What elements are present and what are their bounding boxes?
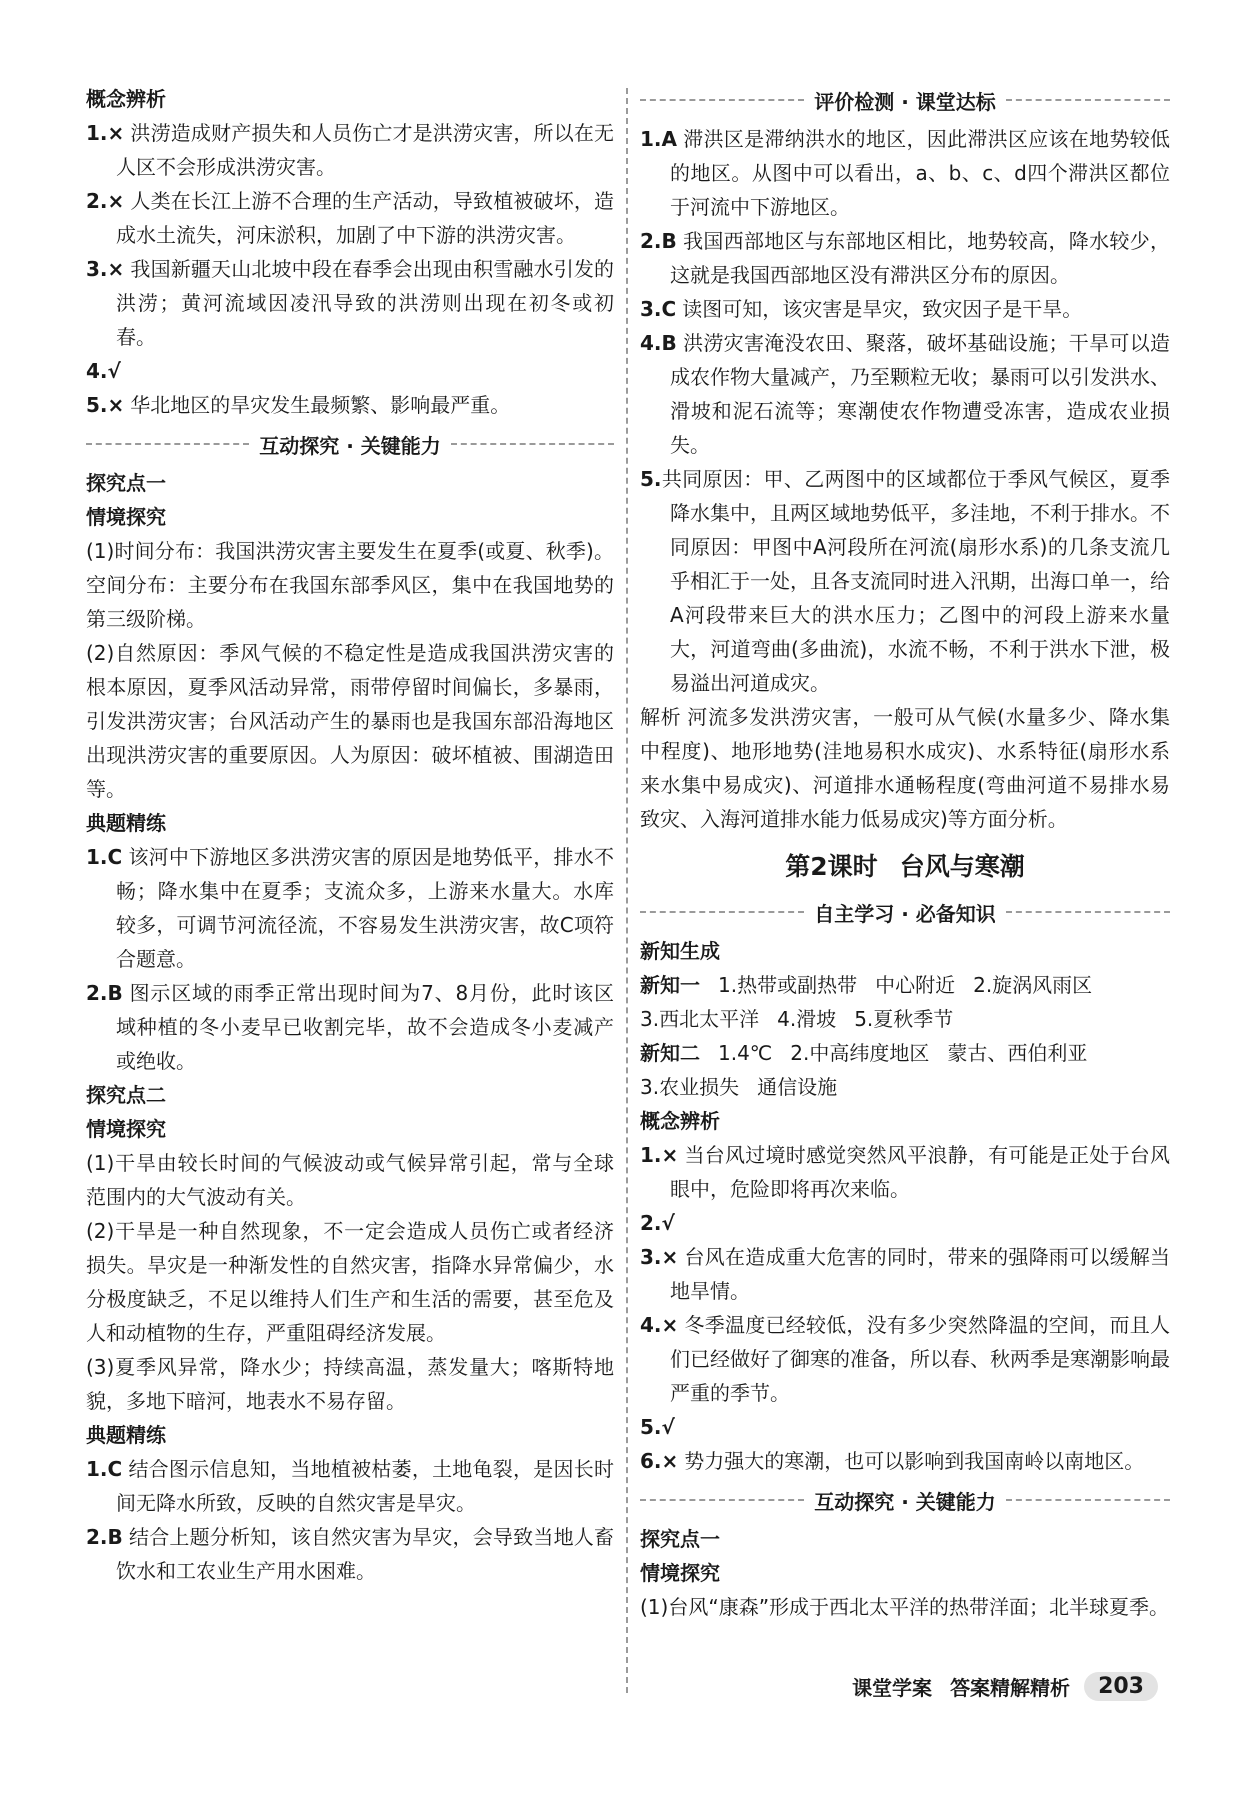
section-divider: 自主学习 · 必备知识: [640, 894, 1170, 930]
explore-heading: 探究点二: [86, 1083, 166, 1107]
practice-heading: 典题精练: [86, 1423, 166, 1447]
newknow-line: 3.西北太平洋 4.滑坡 5.夏秋季节: [640, 1007, 954, 1031]
list-item: 2.B 图示区域的雨季正常出现时间为7、8月份，此时该区域种植的冬小麦早已收割完毕，故不会造成冬小麦减产或绝收。: [86, 981, 614, 1073]
section-divider: 互动探究 · 关键能力: [86, 426, 614, 462]
list-item: 1.× 当台风过境时感觉突然风平浪静，有可能是正处于台风眼中，危险即将再次来临。: [640, 1143, 1170, 1201]
lesson-title: 第2课时 台风与寒潮: [785, 852, 1025, 881]
section-divider: 互动探究 · 关键能力: [640, 1482, 1170, 1518]
paragraph: (1)台风“康森”形成于西北太平洋的热带洋面；北半球夏季。: [640, 1595, 1170, 1619]
page-number: 203: [1084, 1672, 1158, 1701]
explore-heading: 探究点一: [86, 471, 166, 495]
paragraph: (1)干旱由较长时间的气候波动或气候异常引起，常与全球范围内的大气波动有关。: [86, 1151, 614, 1209]
left-column: [86, 82, 614, 1588]
list-item: 1.C 结合图示信息知，当地植被枯萎，土地龟裂，是因长时间无降水所致，反映的自然灾害是旱灾。: [86, 1457, 614, 1515]
analysis-label: 解析: [640, 705, 682, 729]
list-item: 5.共同原因：甲、乙两图中的区域都位于季风气候区，夏季降水集中，且两区域地势低平，多洼地，不利于排水。不同原因：甲图中A河段所在河流(扇形水系)的几条支流几乎相汇于一处，且各支流同时进入汛期，出海口单一，给A河段带来巨大的洪水压力；乙图中的河段上游来水量大，河道弯曲(多曲流)，水流不畅，不利于洪水下泄，极易溢出河道成灾。: [640, 467, 1170, 695]
list-item: 6.× 势力强大的寒潮，也可以影响到我国南岭以南地区。: [640, 1449, 1145, 1473]
concept-heading: 概念辨析: [640, 1109, 720, 1133]
newknow-line: 新知二 1.4℃ 2.中高纬度地区 蒙古、西伯利亚: [640, 1041, 1088, 1065]
list-item: 3.C 读图可知，该灾害是旱灾，致灾因子是干旱。: [640, 297, 1083, 321]
list-item: 2.√: [640, 1211, 675, 1235]
newknow-line: 3.农业损失 通信设施: [640, 1075, 838, 1099]
list-item: 1.× 洪涝造成财产损失和人员伤亡才是洪涝灾害，所以在无人区不会形成洪涝灾害。: [86, 121, 614, 179]
footer-section-title: 答案精解精析: [950, 1676, 1071, 1700]
concept-heading: 概念辨析: [86, 87, 166, 111]
practice-heading: 典题精练: [86, 811, 166, 835]
scenario-heading: 情境探究: [640, 1561, 720, 1585]
scenario-heading: 情境探究: [86, 505, 166, 529]
column-divider: [626, 88, 628, 1693]
list-item: 4.× 冬季温度已经较低，没有多少突然降温的空间，而且人们已经做好了御寒的准备，所以春、秋两季是寒潮影响最严重的季节。: [640, 1313, 1170, 1405]
list-item: 4.√: [86, 359, 121, 383]
list-item: 5.× 华北地区的旱灾发生最频繁、影响最严重。: [86, 393, 511, 417]
paragraph: (1)时间分布：我国洪涝灾害主要发生在夏季(或夏、秋季)。空间分布：主要分布在我国东部季风区，集中在我国地势的第三级阶梯。: [86, 539, 614, 631]
newknow-heading: 新知生成: [640, 939, 720, 963]
list-item: 2.B 我国西部地区与东部地区相比，地势较高，降水较少，这就是我国西部地区没有滞洪区分布的原因。: [640, 229, 1170, 287]
list-item: 1.C 该河中下游地区多洪涝灾害的原因是地势低平，排水不畅；降水集中在夏季；支流众多，上游来水量大。水库较多，可调节河流径流，不容易发生洪涝灾害，故C项符合题意。: [86, 845, 614, 971]
paragraph: (2)干旱是一种自然现象，不一定会造成人员伤亡或者经济损失。旱灾是一种渐发性的自然灾害，指降水异常偏少，水分极度缺乏，不足以维持人们生产和生活的需要，甚至危及人和动植物的生存，严重阻碍经济发展。: [86, 1219, 614, 1345]
paragraph: (2)自然原因：季风气候的不稳定性是造成我国洪涝灾害的根本原因，夏季风活动异常，雨带停留时间偏长，多暴雨，引发洪涝灾害；台风活动产生的暴雨也是我国东部沿海地区出现洪涝灾害的重要原因。人为原因：破坏植被、围湖造田等。: [86, 641, 614, 801]
scenario-heading: 情境探究: [86, 1117, 166, 1141]
list-item: 3.× 台风在造成重大危害的同时，带来的强降雨可以缓解当地旱情。: [640, 1245, 1170, 1303]
right-column: [640, 82, 1170, 1624]
paragraph: (3)夏季风异常，降水少；持续高温，蒸发量大；喀斯特地貌，多地下暗河，地表水不易存留。: [86, 1355, 614, 1413]
list-item: 2.B 结合上题分析知，该自然灾害为旱灾，会导致当地人畜饮水和工农业生产用水困难。: [86, 1525, 614, 1583]
list-item: 1.A 滞洪区是滞纳洪水的地区，因此滞洪区应该在地势较低的地区。从图中可以看出，a、b、c、d四个滞洪区都位于河流中下游地区。: [640, 127, 1170, 219]
list-item: 2.× 人类在长江上游不合理的生产活动，导致植被破坏，造成水土流失，河床淤积，加剧了中下游的洪涝灾害。: [86, 189, 614, 247]
footer-book-title: 课堂学案: [852, 1676, 933, 1700]
page-footer: [852, 1672, 1158, 1701]
analysis-paragraph: 解析 河流多发洪涝灾害，一般可从气候(水量多少、降水集中程度)、地形地势(洼地易积水成灾)、水系特征(扇形水系来水集中易成灾)、河道排水通畅程度(弯曲河道不易排水易致灾、入海河道排水能力低易成灾)等方面分析。: [640, 705, 1170, 831]
newknow-line: 新知一 1.热带或副热带 中心附近 2.旋涡风雨区: [640, 973, 1093, 997]
section-divider: 评价检测 · 课堂达标: [640, 82, 1170, 118]
explore-heading: 探究点一: [640, 1527, 720, 1551]
list-item: 3.× 我国新疆天山北坡中段在春季会出现由积雪融水引发的洪涝；黄河流域因凌汛导致的洪涝则出现在初冬或初春。: [86, 257, 614, 349]
list-item: 4.B 洪涝灾害淹没农田、聚落，破坏基础设施；干旱可以造成农作物大量减产，乃至颗粒无收；暴雨可以引发洪水、滑坡和泥石流等；寒潮使农作物遭受冻害，造成农业损失。: [640, 331, 1170, 457]
list-item: 5.√: [640, 1415, 675, 1439]
